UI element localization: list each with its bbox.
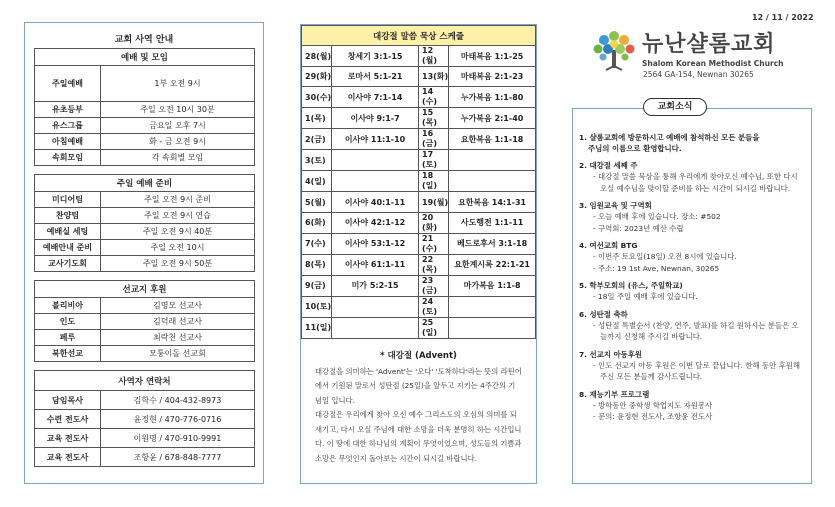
schedule-row [302, 254, 536, 275]
schedule-row [302, 87, 536, 108]
worship-value: 금요일 오후 7시 [101, 118, 255, 134]
staff-value: 조항윤 / 678-848-7777 [101, 448, 255, 467]
schedule-date: 9(금) [302, 275, 332, 296]
schedule-verse [332, 150, 419, 171]
schedule-row [302, 233, 536, 254]
news-item [579, 389, 805, 423]
church-tree-logo-icon [590, 26, 638, 72]
prep-label: 예배안내 준비 [35, 240, 101, 256]
prep-value: 주일 오전 9시 40분 [101, 224, 255, 240]
schedule-row [302, 275, 536, 296]
news-detail-line: - 인도 선교지 아동 후원은 이번 달로 끝납니다. 한해 동안 후원해 주신 모든 분들께 감사드립니다. [593, 360, 800, 381]
schedule-date: 16 (금) [419, 129, 449, 150]
schedule-date: 7(수) [302, 233, 332, 254]
worship-label: 속회모임 [35, 150, 101, 166]
schedule-date: 11(일) [302, 317, 332, 338]
schedule-verse: 이사야 9:1-7 [332, 108, 419, 129]
schedule-date: 4(일) [302, 171, 332, 192]
staff-label: 교육 전도사 [35, 448, 101, 467]
news-detail-line: - 이번주 토요일(18일) 오전 8시에 있습니다. [593, 252, 737, 261]
schedule-date: 20 (화) [419, 212, 449, 233]
schedule-row [302, 129, 536, 150]
schedule-row [302, 171, 536, 192]
missions-label: 북한선교 [35, 346, 101, 362]
advent-paragraph-2: 대강절은 우리에게 찾아 오신 예수 그리스도의 오심의 의미를 되새기고, 다시 오실 주님에 대한 소망을 더욱 분명히 하는 시간입니다. 이 땅에 대한 하나님의 계획이 무엇이었으며, 성도들의 기쁨과 소망은 무엇인지 돌아보는 시간이 되시길 바랍니다. [315, 410, 522, 463]
news-item-details [579, 360, 805, 383]
prep-value: 주일 오전 9시 준비 [101, 192, 255, 208]
worship-value: 각 속회별 모임 [101, 150, 255, 166]
worship-value: 1부 오전 9시 [101, 66, 255, 102]
news-item-title: 5. 학부모회의 (유스, 주일학교) [579, 281, 683, 290]
schedule-date: 30(수) [302, 87, 332, 108]
church-english-name: Shalom Korean Methodist Church [642, 59, 784, 68]
news-item-title: 3. 임원교육 및 구역회 [579, 201, 652, 210]
news-item-title: 7. 선교지 아동후원 [579, 349, 643, 359]
missions-table [34, 280, 255, 362]
schedule-verse [449, 171, 536, 192]
news-detail-line: - 구역회: 2023년 예산 수립 [593, 223, 684, 233]
schedule-body [302, 46, 536, 339]
ministry-guide-panel [24, 22, 264, 484]
news-item [579, 309, 805, 343]
schedule-date: 17 (토) [419, 150, 449, 171]
news-item-title: 4. 여선교회 BTG [579, 241, 638, 250]
schedule-verse: 창세기 3:1-15 [332, 46, 419, 67]
prep-value: 주일 오전 9시 연습 [101, 208, 255, 224]
schedule-row [302, 150, 536, 171]
news-item-subtitle: 주님의 이름으로 환영합니다. [588, 144, 682, 153]
schedule-date: 25 (일) [419, 317, 449, 338]
church-address: 2564 GA-154, Newnan 30265 [643, 70, 754, 79]
schedule-row [302, 192, 536, 212]
schedule-date: 24 (토) [419, 296, 449, 317]
ministry-guide-title: 교회 사역 안내 [114, 35, 174, 45]
schedule-date: 21 (수) [419, 233, 449, 254]
advent-paragraph-1: 대강절을 의미하는 'Advent'는 '오다' '도착하다'라는 뜻의 라틴어에서 기원된 말로서 성탄절 (25일)을 앞두고 지키는 4주간의 기념일 입니다. [315, 366, 522, 405]
prep-label: 교사기도회 [35, 256, 101, 272]
worship-header: 예배 및 모임 [35, 49, 255, 66]
worship-label: 아침예배 [35, 134, 101, 150]
news-item-title: 6. 성탄절 축하 [579, 309, 628, 319]
schedule-date: 23 (금) [419, 275, 449, 296]
schedule-row [302, 46, 536, 67]
schedule-verse: 마태복음 2:1-23 [449, 67, 536, 87]
prep-table [34, 174, 255, 272]
news-detail-line: - 대강절 말씀 묵상을 통해 우리에게 찾아오신 예수님, 또한 다시 오실 예수님을 맞이할 준비를 하는 시간이 되시길 바랍니다. [593, 172, 798, 193]
missions-value: 김덕래 선교사 [101, 314, 255, 330]
missions-label: 페루 [35, 330, 101, 346]
news-item [579, 132, 805, 154]
schedule-date: 18 (일) [419, 171, 449, 192]
news-detail-line: - 18일 주일 예배 후에 있습니다. [593, 292, 698, 301]
schedule-verse: 이사야 40:1-11 [332, 192, 419, 212]
news-item-details [579, 171, 805, 194]
schedule-verse [332, 296, 419, 317]
news-item-title: 1. 샬롬교회에 방문하시고 예배에 참석하신 모든 분들을 [579, 133, 760, 142]
staff-value: 김학수 / 404-432-8973 [101, 391, 255, 410]
news-item-details [579, 211, 805, 234]
news-detail-line: - 오늘 예배 후에 있습니다. 장소: #502 [593, 212, 721, 221]
schedule-verse: 베드로후서 3:1-18 [449, 233, 536, 254]
prep-label: 미디어팀 [35, 192, 101, 208]
staff-label: 담임목사 [35, 391, 101, 410]
news-detail-line: - 방학동안 중학생 학업지도 자원봉사 [593, 400, 713, 410]
worship-value: 화 - 금 오전 9시 [101, 134, 255, 150]
schedule-date: 13(화) [419, 67, 449, 87]
news-item [579, 240, 805, 274]
news-list [573, 109, 811, 423]
schedule-verse: 이사야 7:1-14 [332, 87, 419, 108]
schedule-verse [449, 317, 536, 338]
news-title: 교회소식 [643, 98, 707, 116]
prep-value: 주일 오전 9시 50분 [101, 256, 255, 272]
advent-schedule-table [301, 25, 536, 339]
news-item-details [579, 400, 805, 423]
staff-table [34, 370, 255, 467]
schedule-date: 8(목) [302, 254, 332, 275]
prep-value: 주일 오전 10시 [101, 240, 255, 256]
schedule-verse: 이사야 53:1-12 [332, 233, 419, 254]
worship-label: 주일예배 [35, 66, 101, 102]
schedule-verse: 누가복음 1:1-80 [449, 87, 536, 108]
prep-label: 예배실 세팅 [35, 224, 101, 240]
worship-table [34, 48, 255, 166]
news-item [579, 349, 805, 383]
schedule-verse: 이사야 11:1-10 [332, 129, 419, 150]
schedule-verse: 누가복음 2:1-40 [449, 108, 536, 129]
news-item-title: 8. 재능기부 프로그램 [579, 389, 650, 399]
schedule-row [302, 108, 536, 129]
schedule-verse: 이사야 61:1-11 [332, 254, 419, 275]
schedule-verse [449, 296, 536, 317]
staff-value: 이원명 / 470-910-9991 [101, 429, 255, 448]
staff-value: 윤정현 / 470-776-0716 [101, 410, 255, 429]
schedule-date: 12 (월) [419, 46, 449, 67]
schedule-verse: 요한복음 14:1-31 [449, 192, 536, 212]
bulletin-date: 12 / 11 / 2022 [752, 13, 814, 22]
church-name: 뉴난샬롬교회 [642, 32, 776, 57]
missions-value: 최락천 선교사 [101, 330, 255, 346]
schedule-date: 15 (목) [419, 108, 449, 129]
staff-label: 교육 전도사 [35, 429, 101, 448]
schedule-date: 1(목) [302, 108, 332, 129]
schedule-verse [332, 317, 419, 338]
advent-schedule-panel [300, 24, 537, 484]
prep-header: 주일 예배 준비 [35, 175, 255, 192]
worship-value: 주일 오전 10시 30분 [101, 102, 255, 118]
church-news-panel [572, 108, 812, 484]
schedule-verse: 미가 5:2-15 [332, 275, 419, 296]
schedule-row [302, 67, 536, 87]
news-item [579, 280, 805, 303]
worship-label: 유초등부 [35, 102, 101, 118]
schedule-date: 5(월) [302, 192, 332, 212]
schedule-row [302, 296, 536, 317]
worship-label: 유스그룹 [35, 118, 101, 134]
schedule-date: 6(화) [302, 212, 332, 233]
staff-header: 사역자 연락처 [35, 371, 255, 391]
news-item [579, 200, 805, 234]
schedule-verse: 로마서 5:1-21 [332, 67, 419, 87]
schedule-date: 29(화) [302, 67, 332, 87]
news-item-details [579, 291, 805, 303]
schedule-date: 10(토) [302, 296, 332, 317]
schedule-date: 14 (수) [419, 87, 449, 108]
prep-label: 찬양팀 [35, 208, 101, 224]
schedule-row [302, 212, 536, 233]
schedule-title: 대강절 말씀 묵상 스케줄 [302, 26, 536, 46]
schedule-date: 2(금) [302, 129, 332, 150]
news-item [579, 160, 805, 194]
schedule-date: 3(토) [302, 150, 332, 171]
schedule-date: 19(월) [419, 192, 449, 212]
missions-label: 볼리비아 [35, 298, 101, 314]
schedule-verse: 사도행전 1:1-11 [449, 212, 536, 233]
missions-label: 인도 [35, 314, 101, 330]
schedule-verse [332, 171, 419, 192]
missions-value: 김명모 선교사 [101, 298, 255, 314]
schedule-verse: 요한계시록 22:1-21 [449, 254, 536, 275]
news-detail-line: - 성탄절 특별순서 (찬양, 연주, 발표)를 하길 원하시는 분들은 오늘까지 신청해 주시길 바랍니다. [593, 320, 799, 341]
schedule-verse [449, 150, 536, 171]
news-item-details [579, 320, 805, 343]
schedule-verse: 마태복음 1:1-25 [449, 46, 536, 67]
schedule-verse: 요한복음 1:1-18 [449, 129, 536, 150]
schedule-verse: 이사야 42:1-12 [332, 212, 419, 233]
advent-title: * 대강절 (Advent) [380, 350, 457, 361]
advent-description [301, 361, 536, 467]
news-detail-line: - 문의: 윤정현 전도사, 조항윤 전도사 [593, 412, 713, 421]
missions-header: 선교지 후원 [35, 281, 255, 298]
news-item-title: 2. 대강절 세째 주 [579, 161, 638, 170]
news-detail-line: - 주소: 19 1st Ave, Newnan, 30265 [593, 263, 720, 273]
staff-label: 수련 전도사 [35, 410, 101, 429]
schedule-date: 28(월) [302, 46, 332, 67]
schedule-row [302, 317, 536, 338]
schedule-date: 22 (목) [419, 254, 449, 275]
missions-value: 모퉁이돌 선교회 [101, 346, 255, 362]
news-item-details [579, 251, 805, 274]
schedule-verse: 마가복음 1:1-8 [449, 275, 536, 296]
